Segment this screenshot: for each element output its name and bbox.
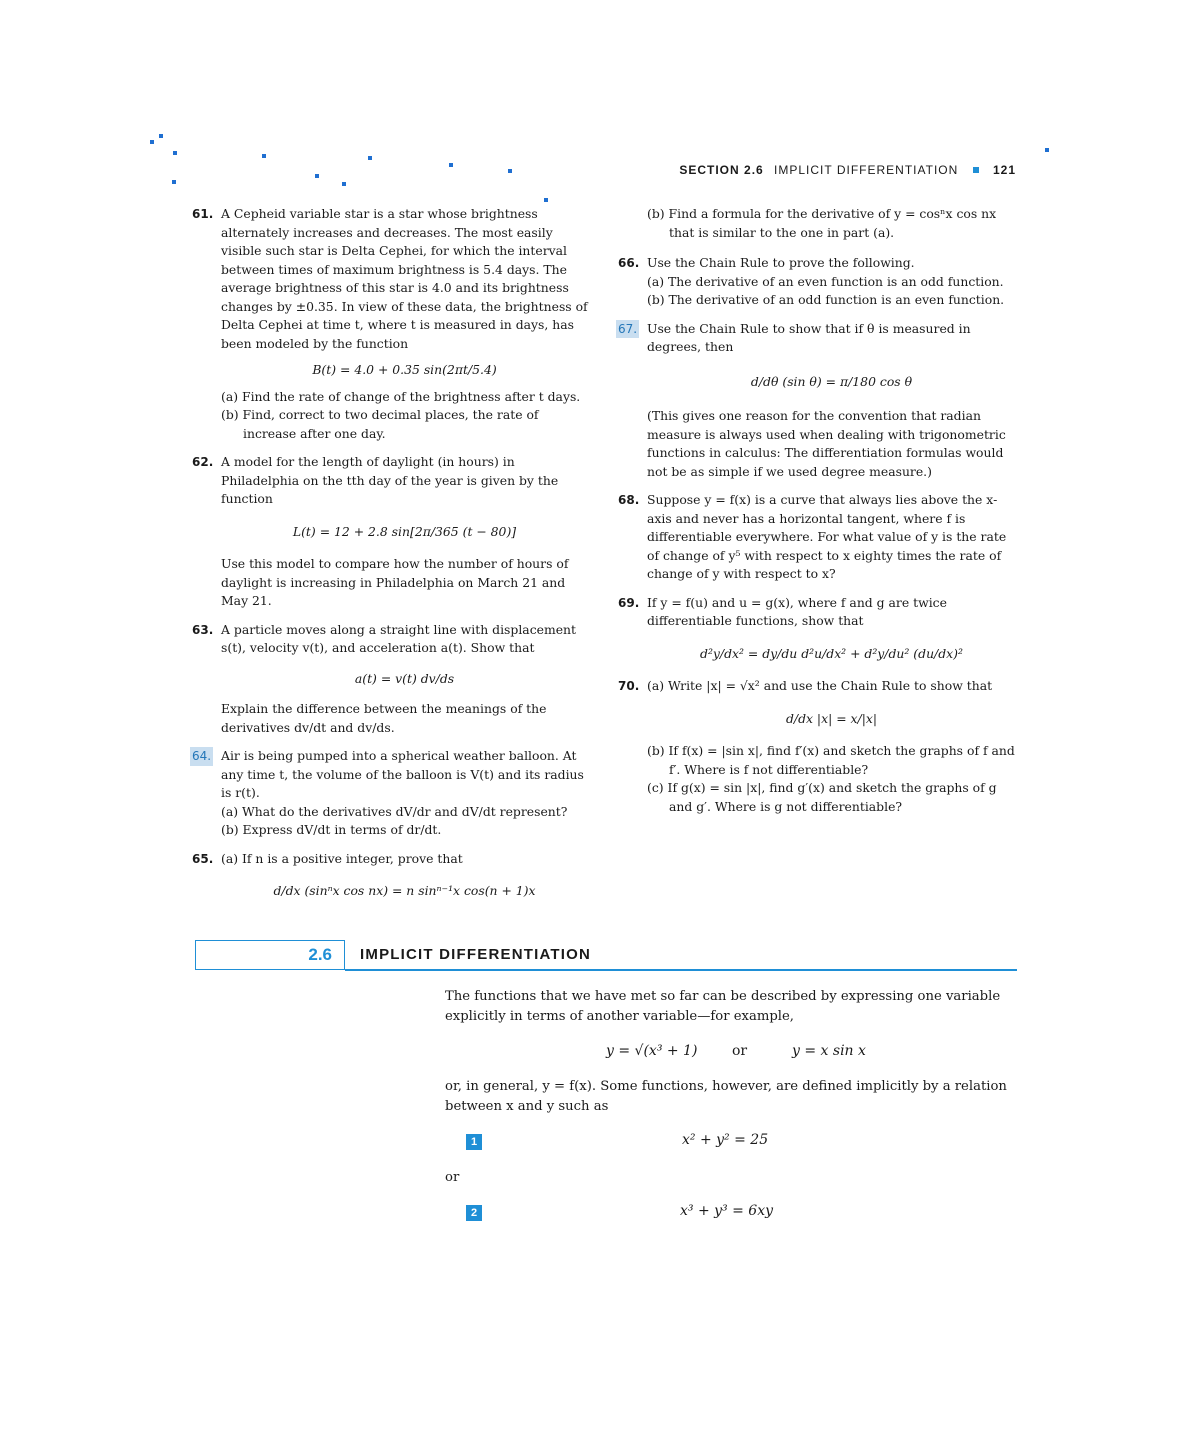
display-formula: d²y/dx² = dy/du d²u/dx² + d²y/du² (du/dx)² bbox=[700, 645, 963, 661]
display-formula: d/dx |x| = x/|x| bbox=[785, 710, 878, 726]
exercise-text: Air is being pumped into a spherical weather balloon. At any time t, the volume of the balloon is V(t) and its radius is r(t). bbox=[221, 748, 584, 800]
page-number: 121 bbox=[992, 163, 1016, 177]
exercise-64 bbox=[192, 747, 588, 840]
exercise-69 bbox=[618, 594, 1016, 664]
section-paragraph-2: or, in general, y = f(x). Some functions, however, are defined implicitly by a relation between x and y such as bbox=[445, 1079, 1007, 1114]
section-paragraph-1: The functions that we have met so far can be described by expressing one variable explicitly in terms of another variable—for example, bbox=[445, 989, 1001, 1024]
exercise-number: 69. bbox=[618, 595, 640, 610]
exercise-text: Use the Chain Rule to prove the following. bbox=[647, 255, 915, 270]
exercise-number: 64. bbox=[190, 747, 213, 766]
part-c: (c) If g(x) = sin |x|, find g′(x) and sketch the graphs of g and g′. Where is g not differentiable? bbox=[647, 780, 997, 814]
exercise-text: A particle moves along a straight line with displacement s(t), velocity v(t), and acceleration a(t). Show that bbox=[221, 621, 577, 655]
right-column bbox=[618, 205, 1016, 826]
equation-1: x² + y² = 25 bbox=[682, 1132, 769, 1148]
scan-dot bbox=[368, 156, 372, 160]
scan-dot bbox=[159, 134, 163, 138]
exercise-text-after: Explain the difference between the meanings of the derivatives dv/dt and dv/ds. bbox=[221, 701, 547, 735]
exercise-text: If y = f(u) and u = g(x), where f and g are twice differentiable functions, show that bbox=[647, 594, 947, 628]
scan-dot bbox=[172, 180, 176, 184]
section-rule bbox=[345, 969, 1017, 971]
exercise-number: 63. bbox=[192, 622, 214, 637]
scan-dot bbox=[449, 163, 453, 167]
exercise-text: Suppose y = f(x) is a curve that always lies above the x-axis and never has a horizontal tangent, where f is differentiable everywhere. For what value of y is the rate of change of y⁵ with respect to x eighty times the rate of change of y with respect to x? bbox=[647, 492, 1007, 581]
exercise-67 bbox=[618, 320, 1016, 482]
exercise-number: 66. bbox=[618, 256, 640, 270]
exercise-65 bbox=[192, 850, 588, 901]
section-number: 2.6 bbox=[308, 945, 332, 964]
scan-dot bbox=[262, 154, 266, 158]
section-title: IMPLICIT DIFFERENTIATION bbox=[360, 946, 592, 963]
equation-tag-1: 1 bbox=[466, 1134, 482, 1150]
exercise-61 bbox=[192, 205, 588, 443]
exercise-68 bbox=[618, 491, 1016, 584]
exercise-70 bbox=[618, 677, 1016, 816]
equation-tag-2: 2 bbox=[466, 1205, 482, 1221]
part-a: (a) Write |x| = √x² and use the Chain Rule to show that bbox=[647, 678, 993, 693]
scan-dot bbox=[173, 151, 177, 155]
exercise-text: A Cepheid variable star is a star whose brightness alternately increases and decreases. The most easily visible such star is Delta Cephei, for which the interval between times of maximum brightness is 5.4 days. The average brightness of this star is 4.0 and its brightness changes by ±0.35. In view of these data, the brightness of Delta Cephei at time t, where t is measured in days, has been modeled by the function bbox=[221, 206, 588, 351]
scan-dot bbox=[342, 182, 346, 186]
display-formula: d/dθ (sin θ) = π/180 cos θ bbox=[750, 373, 913, 389]
section-or: or bbox=[445, 1170, 460, 1185]
equation-explicit-b: y = x sin x bbox=[792, 1043, 866, 1059]
part-b: (b) Find a formula for the derivative of y = cosⁿx cos nx that is similar to the one in part (a). bbox=[647, 206, 997, 240]
section-number-box bbox=[195, 940, 345, 970]
exercise-number: 70. bbox=[618, 679, 640, 693]
display-formula: a(t) = v(t) dv/ds bbox=[354, 670, 455, 686]
exercise-text: Use the Chain Rule to show that if θ is measured in degrees, then bbox=[647, 320, 971, 354]
equation-explicit-a: y = √(x³ + 1) bbox=[606, 1043, 698, 1059]
display-formula: L(t) = 12 + 2.8 sin[2π/365 (t − 80)] bbox=[292, 523, 517, 539]
part-b: (b) If f(x) = |sin x|, find f′(x) and sketch the graphs of f and f′. Where is f not differentiable? bbox=[647, 743, 1015, 777]
scan-dot bbox=[1045, 148, 1049, 152]
part-b: (b) The derivative of an odd function is an even function. bbox=[647, 292, 1005, 307]
equation-or: or bbox=[732, 1043, 748, 1059]
scan-dot bbox=[508, 169, 512, 173]
exercise-text-after: Use this model to compare how the number of hours of daylight is increasing in Philadelphia on March 21 and May 21. bbox=[221, 556, 569, 608]
exercise-number: 65. bbox=[192, 851, 214, 866]
part-a: (a) The derivative of an even function is an odd function. bbox=[647, 273, 1004, 289]
scan-dot bbox=[544, 198, 548, 202]
exercise-66 bbox=[618, 254, 1016, 310]
part-a: (a) If n is a positive integer, prove that bbox=[221, 850, 463, 866]
exercise-65-b bbox=[622, 205, 1016, 242]
part-b: (b) Find, correct to two decimal places, the rate of increase after one day. bbox=[221, 407, 539, 441]
part-a: (a) Find the rate of change of the brightness after t days. bbox=[221, 388, 581, 404]
exercise-63 bbox=[192, 621, 588, 738]
scan-dot bbox=[315, 174, 319, 178]
exercise-62 bbox=[192, 453, 588, 611]
display-formula: B(t) = 4.0 + 0.35 sin(2πt/5.4) bbox=[312, 362, 497, 377]
equation-2: x³ + y³ = 6xy bbox=[680, 1203, 774, 1219]
exercise-number: 67. bbox=[616, 320, 639, 339]
part-b: (b) Express dV/dt in terms of dr/dt. bbox=[221, 822, 442, 837]
exercise-number: 62. bbox=[192, 455, 214, 469]
exercise-text-after: (This gives one reason for the convention that radian measure is always used when dealing with trigonometric functions in calculus: The differentiation formulas would not be as simple if we used degree measure.) bbox=[647, 408, 1006, 479]
square-bullet-icon bbox=[973, 167, 979, 173]
running-head bbox=[679, 163, 1016, 177]
scan-dot bbox=[150, 140, 154, 144]
running-head-title: IMPLICIT DIFFERENTIATION bbox=[774, 163, 959, 177]
exercise-text: A model for the length of daylight (in hours) in Philadelphia on the tth day of the year is given by the function bbox=[221, 454, 559, 506]
left-column bbox=[192, 205, 588, 915]
exercise-number: 61. bbox=[192, 207, 214, 221]
display-formula: d/dx (sinⁿx cos nx) = n sinⁿ⁻¹x cos(n + 1)x bbox=[273, 883, 536, 898]
exercise-number: 68. bbox=[618, 493, 640, 507]
part-a: (a) What do the derivatives dV/dr and dV/dt represent? bbox=[221, 803, 568, 819]
running-head-section: SECTION 2.6 bbox=[679, 163, 764, 177]
